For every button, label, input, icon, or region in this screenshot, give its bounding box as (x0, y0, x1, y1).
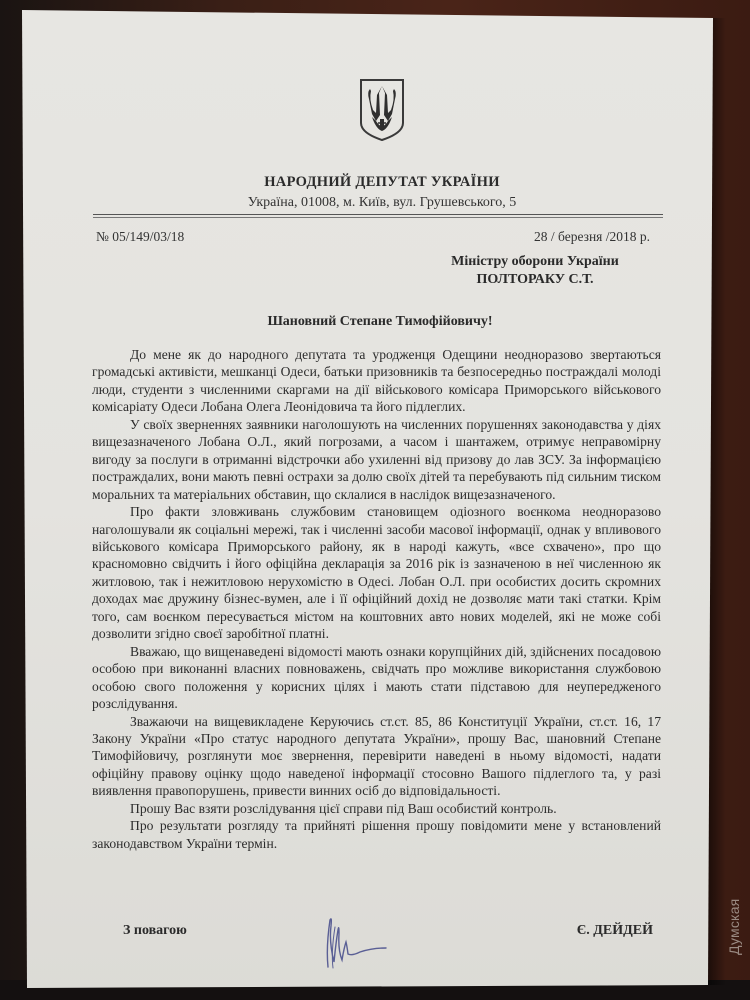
handwritten-signature-icon (300, 912, 400, 972)
paragraph: Про результати розгляду та прийняті рішення прошу повідомити мене у встановлений законодавством України термін. (92, 818, 661, 851)
paragraph: До мене як до народного депутата та уродженця Одещини неодноразово звертаються громадські активісти, мешканці Одеси, батьки призовників та безпосередньо постраждалі молоді люди, студенти з численними скаргами на дії військового комісара Приморського військового комісаріату Одеси Лобана Олега Леонідовича та його підлеглих. (92, 347, 661, 415)
letterhead-title: НАРОДНИЙ ДЕПУТАТ УКРАЇНИ (264, 174, 500, 190)
signer-name: Є. ДЕЙДЕЙ (576, 923, 653, 938)
letterhead-divider (93, 214, 663, 218)
document-date: 28 / березня /2018 р. (534, 229, 650, 244)
paragraph: Про факти зловживань службовим становищем одіозного воєнкома неодноразово наголошували як соціальні мережі, так і численні засоби масової інформації, однак у впливового військового комісара Приморського району, як в народі кажуть, «все схвачено», про що красномовно свідчить і його офіційна декларація за 2016 рік із зазначеною в неї численною як житловою, так і нежитловою нерухомістю в Одесі. Лобан О.Л. при особистих досить скромних доходах має дружину бізнес-вумен, але і її офіційний дохід не дозволяє мати такі статки. Крім того, сам воєнком пересувається містом на коштовних авто нових моделей, які не може собі дозволити згідно своєї заробітної платні. (92, 504, 661, 642)
ukraine-trident-coat-of-arms-icon (358, 77, 406, 143)
closing-phrase: З повагою (123, 923, 187, 938)
salutation: Шановний Степане Тимофійовичу! (267, 314, 493, 329)
paragraph: Прошу Вас взяти розслідування цієї справи під Ваш особистий контроль. (130, 800, 557, 816)
letterhead-address: Україна, 01008, м. Київ, вул. Грушевського, 5 (247, 195, 517, 210)
document-number: № 05/149/03/18 (96, 229, 185, 244)
recipient-position: Міністру оборони України (451, 254, 619, 269)
letter-body (92, 346, 661, 852)
paragraph: Вважаю, що вищенаведені відомості мають ознаки корупційних дій, здійснених посадовою особою при виконанні власних повноважень, свідчать про можливе використання службовою особою свого положення у корисних цілях і мають стати підставою для неупередженого розслідування. (92, 643, 661, 712)
paragraph: У своїх зверненнях заявники наголошують на численних порушеннях законодавства у діях вищезазначеного Лобана О.Л., який погрозами, а часом і шантажем, отримує неправомірну вигоду за послуги в отриманні відстрочки або ухиленні від призову до лав ЗСУ. За інформацією постраждалих, вони мають певні острахи за долю своїх дітей та перебувають під сильним тиском моральних та матеріальних обставин, що склалися в наслідок вищезазначеного. (92, 416, 661, 502)
watermark: Думская (726, 898, 742, 955)
recipient-name: ПОЛТОРАКУ С.Т. (476, 272, 594, 287)
paragraph: Зважаючи на вищевикладене Керуючись ст.ст. 85, 86 Конституції України, ст.ст. 16, 17 Закону України «Про статус народного депутата України», прошу Вас, шановний Степане Тимофійовичу, розглянути моє звернення, перевірити наведені в ньому відомості, надати офіційну правову оцінку щодо наведеної інформації стосовно Вашого підлеглого та, у разі виявлення правопорушень, привести винних осіб до відповідальності. (92, 713, 661, 799)
